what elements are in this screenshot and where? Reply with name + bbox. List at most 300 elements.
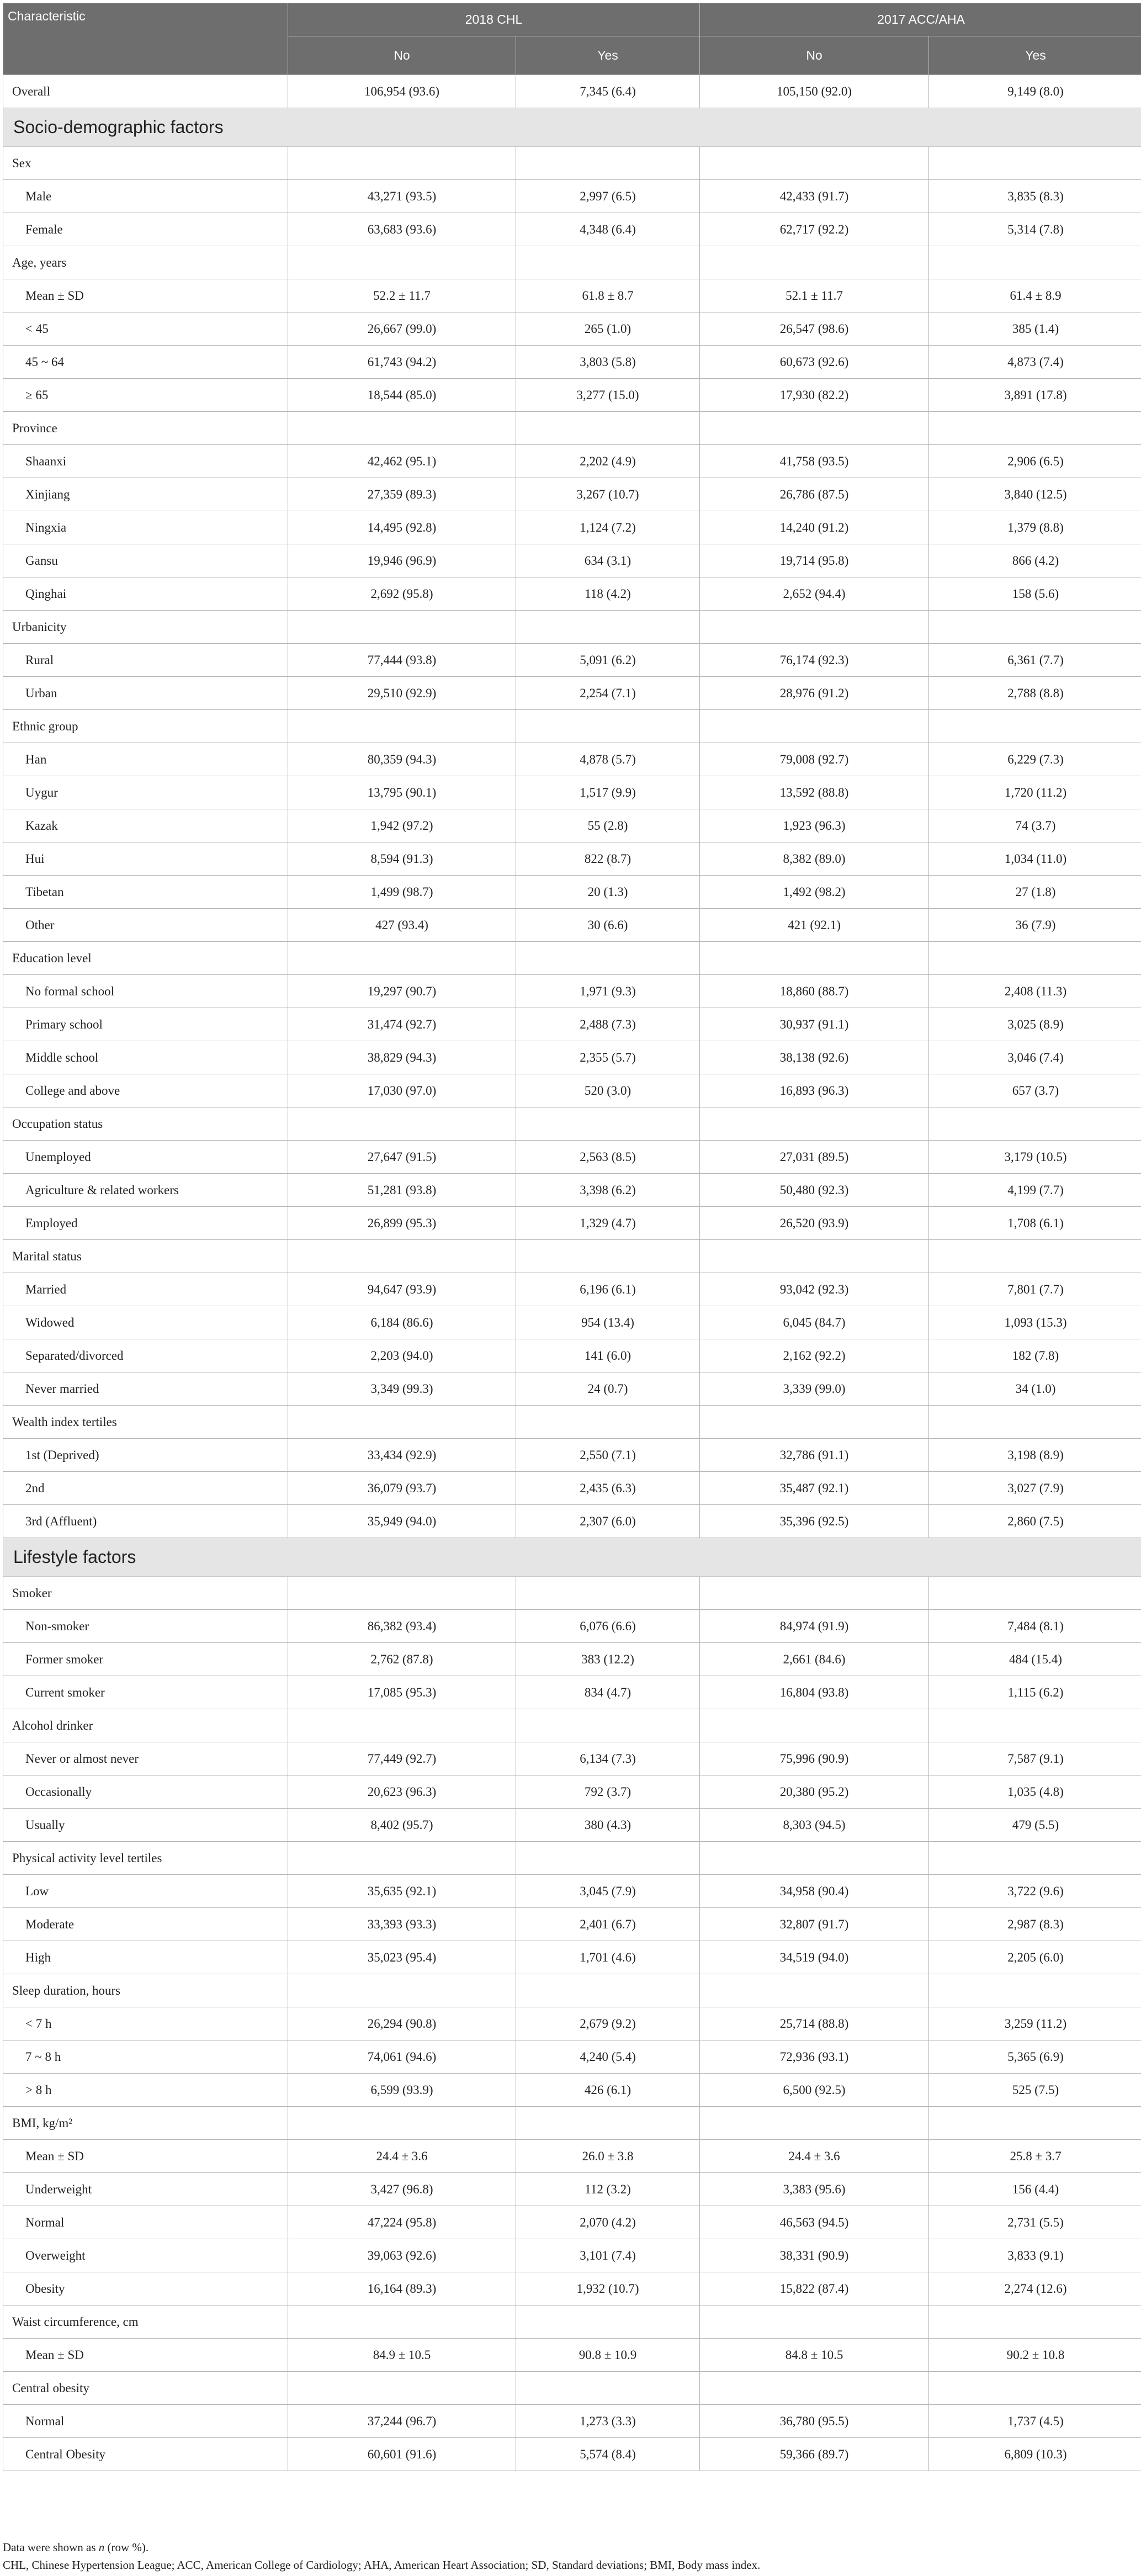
footnote-abbreviations: CHL, Chinese Hypertension League; ACC, American College of Cardiology; AHA, American Heart Association; SD, Standard deviations; BMI, Body mass index.: [3, 2558, 761, 2572]
table-row: [3, 1676, 1141, 1709]
empty-cell: [929, 1577, 1141, 1610]
row-label: High: [3, 1941, 288, 1974]
empty-cell: [516, 1406, 700, 1439]
cell-acc-aha-no: 27,031 (89.5): [700, 1141, 929, 1174]
cell-acc-aha-no: 18,860 (88.7): [700, 975, 929, 1008]
table-row: [3, 1372, 1141, 1406]
cell-chl-yes: 2,435 (6.3): [516, 1472, 700, 1505]
cell-chl-no: 8,594 (91.3): [288, 842, 516, 876]
cell-acc-aha-no: 105,150 (92.0): [700, 75, 929, 108]
cell-chl-no: 3,349 (99.3): [288, 1372, 516, 1406]
cell-chl-no: 19,946 (96.9): [288, 544, 516, 577]
row-label: Gansu: [3, 544, 288, 577]
row-label: Urban: [3, 677, 288, 710]
cell-chl-no: 26,667 (99.0): [288, 312, 516, 346]
cell-chl-yes: 7,345 (6.4): [516, 75, 700, 108]
cell-chl-yes: 426 (6.1): [516, 2074, 700, 2107]
cell-chl-no: 35,023 (95.4): [288, 1941, 516, 1974]
row-label: No formal school: [3, 975, 288, 1008]
category-row: [3, 1842, 1141, 1875]
cell-chl-yes: 954 (13.4): [516, 1306, 700, 1339]
category-label: Sleep duration, hours: [3, 1974, 288, 2007]
cell-acc-aha-no: 34,519 (94.0): [700, 1941, 929, 1974]
empty-cell: [288, 1406, 516, 1439]
table-row: [3, 1610, 1141, 1643]
cell-acc-aha-yes: 2,860 (7.5): [929, 1505, 1141, 1538]
cell-chl-no: 26,294 (90.8): [288, 2007, 516, 2040]
table-row: [3, 1174, 1141, 1207]
empty-cell: [516, 246, 700, 279]
cell-acc-aha-no: 1,923 (96.3): [700, 809, 929, 842]
row-label: 1st (Deprived): [3, 1439, 288, 1472]
table-row: [3, 2339, 1141, 2372]
empty-cell: [288, 412, 516, 445]
cell-chl-no: 106,954 (93.6): [288, 75, 516, 108]
cell-chl-yes: 2,202 (4.9): [516, 445, 700, 478]
table-row: [3, 776, 1141, 809]
row-label: 7 ~ 8 h: [3, 2040, 288, 2074]
cell-acc-aha-no: 2,652 (94.4): [700, 577, 929, 611]
cell-chl-yes: 1,273 (3.3): [516, 2405, 700, 2438]
table-row: [3, 1339, 1141, 1372]
table-row: [3, 2074, 1141, 2107]
cell-chl-no: 24.4 ± 3.6: [288, 2140, 516, 2173]
cell-chl-yes: 4,878 (5.7): [516, 743, 700, 776]
empty-cell: [929, 942, 1141, 975]
cell-chl-no: 18,544 (85.0): [288, 379, 516, 412]
cell-acc-aha-yes: 5,365 (6.9): [929, 2040, 1141, 2074]
table-footnotes: [3, 2538, 760, 2574]
cell-acc-aha-yes: 657 (3.7): [929, 1074, 1141, 1107]
row-label: Rural: [3, 644, 288, 677]
cell-chl-yes: 634 (3.1): [516, 544, 700, 577]
cell-chl-no: 80,359 (94.3): [288, 743, 516, 776]
table-row: [3, 1742, 1141, 1775]
row-label: Overweight: [3, 2239, 288, 2272]
cell-acc-aha-yes: 4,873 (7.4): [929, 346, 1141, 379]
empty-cell: [929, 147, 1141, 180]
empty-cell: [700, 147, 929, 180]
category-row: [3, 2372, 1141, 2405]
row-label: ≥ 65: [3, 379, 288, 412]
results-table-container: [3, 3, 1141, 2471]
results-table: [3, 3, 1141, 2471]
category-row: [3, 1240, 1141, 1273]
cell-chl-yes: 1,971 (9.3): [516, 975, 700, 1008]
cell-acc-aha-no: 13,592 (88.8): [700, 776, 929, 809]
cell-chl-no: 2,762 (87.8): [288, 1643, 516, 1676]
empty-cell: [516, 1709, 700, 1742]
cell-chl-no: 94,647 (93.9): [288, 1273, 516, 1306]
category-row: [3, 942, 1141, 975]
empty-cell: [288, 611, 516, 644]
cell-chl-yes: 792 (3.7): [516, 1775, 700, 1809]
empty-cell: [929, 1709, 1141, 1742]
cell-chl-yes: 118 (4.2): [516, 577, 700, 611]
row-label: Mean ± SD: [3, 279, 288, 312]
cell-chl-no: 27,359 (89.3): [288, 478, 516, 511]
cell-chl-no: 74,061 (94.6): [288, 2040, 516, 2074]
cell-acc-aha-yes: 1,034 (11.0): [929, 842, 1141, 876]
category-row: [3, 1974, 1141, 2007]
cell-chl-yes: 520 (3.0): [516, 1074, 700, 1107]
cell-acc-aha-no: 38,331 (90.9): [700, 2239, 929, 2272]
cell-acc-aha-yes: 866 (4.2): [929, 544, 1141, 577]
empty-cell: [288, 1240, 516, 1273]
row-label: Occasionally: [3, 1775, 288, 1809]
empty-cell: [929, 710, 1141, 743]
cell-chl-yes: 6,196 (6.1): [516, 1273, 700, 1306]
footnote-data-note: Data were shown as n (row %).: [3, 2541, 149, 2554]
row-label: Separated/divorced: [3, 1339, 288, 1372]
row-label: 2nd: [3, 1472, 288, 1505]
cell-acc-aha-yes: 74 (3.7): [929, 809, 1141, 842]
empty-cell: [516, 1240, 700, 1273]
cell-chl-yes: 1,329 (4.7): [516, 1207, 700, 1240]
cell-chl-yes: 6,076 (6.6): [516, 1610, 700, 1643]
empty-cell: [288, 147, 516, 180]
cell-acc-aha-no: 6,045 (84.7): [700, 1306, 929, 1339]
cell-acc-aha-no: 34,958 (90.4): [700, 1875, 929, 1908]
cell-chl-no: 27,647 (91.5): [288, 1141, 516, 1174]
row-label: Shaanxi: [3, 445, 288, 478]
cell-chl-no: 35,635 (92.1): [288, 1875, 516, 1908]
category-label: Marital status: [3, 1240, 288, 1273]
empty-cell: [288, 1107, 516, 1141]
cell-acc-aha-no: 1,492 (98.2): [700, 876, 929, 909]
category-row: [3, 1709, 1141, 1742]
table-row: [3, 1908, 1141, 1941]
cell-chl-yes: 4,348 (6.4): [516, 213, 700, 246]
category-label: Alcohol drinker: [3, 1709, 288, 1742]
row-label: Current smoker: [3, 1676, 288, 1709]
cell-chl-yes: 2,401 (6.7): [516, 1908, 700, 1941]
empty-cell: [929, 412, 1141, 445]
cell-chl-no: 2,203 (94.0): [288, 1339, 516, 1372]
empty-cell: [700, 2305, 929, 2339]
cell-chl-no: 61,743 (94.2): [288, 346, 516, 379]
cell-acc-aha-yes: 27 (1.8): [929, 876, 1141, 909]
empty-cell: [700, 2107, 929, 2140]
category-row: [3, 147, 1141, 180]
category-label: Physical activity level tertiles: [3, 1842, 288, 1875]
cell-acc-aha-yes: 7,801 (7.7): [929, 1273, 1141, 1306]
cell-chl-no: 51,281 (93.8): [288, 1174, 516, 1207]
column-header-acc-aha-yes: Yes: [929, 36, 1141, 75]
cell-acc-aha-no: 15,822 (87.4): [700, 2272, 929, 2305]
category-label: BMI, kg/m²: [3, 2107, 288, 2140]
category-label: Wealth index tertiles: [3, 1406, 288, 1439]
cell-acc-aha-yes: 7,484 (8.1): [929, 1610, 1141, 1643]
cell-acc-aha-yes: 2,408 (11.3): [929, 975, 1141, 1008]
cell-chl-yes: 3,101 (7.4): [516, 2239, 700, 2272]
row-label: Qinghai: [3, 577, 288, 611]
cell-acc-aha-no: 59,366 (89.7): [700, 2438, 929, 2471]
row-label: Other: [3, 909, 288, 942]
empty-cell: [288, 710, 516, 743]
cell-chl-no: 33,434 (92.9): [288, 1439, 516, 1472]
cell-chl-yes: 2,254 (7.1): [516, 677, 700, 710]
category-row: [3, 246, 1141, 279]
cell-chl-no: 2,692 (95.8): [288, 577, 516, 611]
row-label: Kazak: [3, 809, 288, 842]
row-label: Xinjiang: [3, 478, 288, 511]
cell-acc-aha-yes: 3,835 (8.3): [929, 180, 1141, 213]
empty-cell: [929, 2305, 1141, 2339]
table-row: [3, 2438, 1141, 2471]
empty-cell: [516, 412, 700, 445]
cell-chl-no: 427 (93.4): [288, 909, 516, 942]
cell-chl-no: 42,462 (95.1): [288, 445, 516, 478]
table-row: [3, 1207, 1141, 1240]
category-label: Education level: [3, 942, 288, 975]
empty-cell: [516, 2107, 700, 2140]
table-row: [3, 677, 1141, 710]
category-row: [3, 710, 1141, 743]
cell-chl-yes: 112 (3.2): [516, 2173, 700, 2206]
cell-acc-aha-yes: 158 (5.6): [929, 577, 1141, 611]
cell-acc-aha-no: 41,758 (93.5): [700, 445, 929, 478]
table-row: [3, 2405, 1141, 2438]
cell-chl-no: 29,510 (92.9): [288, 677, 516, 710]
table-row: [3, 1306, 1141, 1339]
table-row: [3, 909, 1141, 942]
cell-chl-no: 13,795 (90.1): [288, 776, 516, 809]
cell-chl-yes: 2,997 (6.5): [516, 180, 700, 213]
table-row: [3, 511, 1141, 544]
cell-chl-no: 1,499 (98.7): [288, 876, 516, 909]
section-label: Socio-demographic factors: [3, 108, 1141, 147]
cell-chl-no: 52.2 ± 11.7: [288, 279, 516, 312]
cell-acc-aha-yes: 1,115 (6.2): [929, 1676, 1141, 1709]
cell-chl-yes: 3,277 (15.0): [516, 379, 700, 412]
table-row: [3, 1809, 1141, 1842]
row-label: Obesity: [3, 2272, 288, 2305]
cell-acc-aha-yes: 5,314 (7.8): [929, 213, 1141, 246]
cell-chl-no: 16,164 (89.3): [288, 2272, 516, 2305]
empty-cell: [929, 1974, 1141, 2007]
cell-acc-aha-yes: 3,891 (17.8): [929, 379, 1141, 412]
row-label: College and above: [3, 1074, 288, 1107]
cell-acc-aha-no: 42,433 (91.7): [700, 180, 929, 213]
cell-acc-aha-no: 3,383 (95.6): [700, 2173, 929, 2206]
row-label: > 8 h: [3, 2074, 288, 2107]
empty-cell: [288, 246, 516, 279]
cell-acc-aha-no: 19,714 (95.8): [700, 544, 929, 577]
row-label: Primary school: [3, 1008, 288, 1041]
category-row: [3, 412, 1141, 445]
cell-acc-aha-yes: 4,199 (7.7): [929, 1174, 1141, 1207]
cell-acc-aha-no: 3,339 (99.0): [700, 1372, 929, 1406]
cell-acc-aha-no: 14,240 (91.2): [700, 511, 929, 544]
cell-acc-aha-no: 25,714 (88.8): [700, 2007, 929, 2040]
cell-acc-aha-yes: 90.2 ± 10.8: [929, 2339, 1141, 2372]
empty-cell: [288, 1577, 516, 1610]
table-header: [3, 3, 1141, 75]
cell-chl-no: 84.9 ± 10.5: [288, 2339, 516, 2372]
cell-chl-yes: 2,070 (4.2): [516, 2206, 700, 2239]
cell-acc-aha-no: 93,042 (92.3): [700, 1273, 929, 1306]
cell-acc-aha-no: 8,382 (89.0): [700, 842, 929, 876]
row-label: Unemployed: [3, 1141, 288, 1174]
cell-chl-yes: 26.0 ± 3.8: [516, 2140, 700, 2173]
empty-cell: [929, 1842, 1141, 1875]
section-header-row: [3, 1538, 1141, 1577]
cell-acc-aha-no: 24.4 ± 3.6: [700, 2140, 929, 2173]
cell-acc-aha-no: 26,520 (93.9): [700, 1207, 929, 1240]
cell-chl-no: 26,899 (95.3): [288, 1207, 516, 1240]
cell-acc-aha-yes: 1,093 (15.3): [929, 1306, 1141, 1339]
cell-acc-aha-no: 60,673 (92.6): [700, 346, 929, 379]
category-label: Urbanicity: [3, 611, 288, 644]
cell-acc-aha-yes: 3,179 (10.5): [929, 1141, 1141, 1174]
table-row: [3, 445, 1141, 478]
table-row: [3, 544, 1141, 577]
cell-chl-yes: 30 (6.6): [516, 909, 700, 942]
table-row: [3, 809, 1141, 842]
cell-acc-aha-no: 16,804 (93.8): [700, 1676, 929, 1709]
empty-cell: [700, 611, 929, 644]
table-row: [3, 75, 1141, 108]
empty-cell: [516, 611, 700, 644]
table-row: [3, 478, 1141, 511]
cell-acc-aha-no: 35,396 (92.5): [700, 1505, 929, 1538]
cell-acc-aha-no: 52.1 ± 11.7: [700, 279, 929, 312]
row-label: Mean ± SD: [3, 2140, 288, 2173]
row-label: Widowed: [3, 1306, 288, 1339]
cell-chl-yes: 2,488 (7.3): [516, 1008, 700, 1041]
cell-chl-no: 20,623 (96.3): [288, 1775, 516, 1809]
empty-cell: [700, 942, 929, 975]
category-label: Central obesity: [3, 2372, 288, 2405]
empty-cell: [929, 611, 1141, 644]
cell-chl-yes: 3,045 (7.9): [516, 1875, 700, 1908]
empty-cell: [700, 1842, 929, 1875]
category-label: Smoker: [3, 1577, 288, 1610]
cell-acc-aha-no: 28,976 (91.2): [700, 677, 929, 710]
cell-chl-yes: 822 (8.7): [516, 842, 700, 876]
cell-chl-yes: 3,398 (6.2): [516, 1174, 700, 1207]
cell-acc-aha-yes: 1,720 (11.2): [929, 776, 1141, 809]
cell-acc-aha-no: 72,936 (93.1): [700, 2040, 929, 2074]
cell-acc-aha-no: 8,303 (94.5): [700, 1809, 929, 1842]
cell-acc-aha-yes: 385 (1.4): [929, 312, 1141, 346]
empty-cell: [516, 147, 700, 180]
cell-acc-aha-yes: 525 (7.5): [929, 2074, 1141, 2107]
empty-cell: [929, 2372, 1141, 2405]
empty-cell: [288, 942, 516, 975]
row-label: Middle school: [3, 1041, 288, 1074]
table-row: [3, 2140, 1141, 2173]
cell-chl-yes: 2,307 (6.0): [516, 1505, 700, 1538]
table-row: [3, 279, 1141, 312]
row-label: Never married: [3, 1372, 288, 1406]
column-header-chl-no: No: [288, 36, 516, 75]
cell-acc-aha-yes: 3,025 (8.9): [929, 1008, 1141, 1041]
cell-acc-aha-yes: 25.8 ± 3.7: [929, 2140, 1141, 2173]
table-row: [3, 2007, 1141, 2040]
cell-acc-aha-no: 26,786 (87.5): [700, 478, 929, 511]
empty-cell: [288, 2305, 516, 2339]
row-label: Non-smoker: [3, 1610, 288, 1643]
category-label: Sex: [3, 147, 288, 180]
row-label: Ningxia: [3, 511, 288, 544]
row-label: Employed: [3, 1207, 288, 1240]
cell-acc-aha-no: 36,780 (95.5): [700, 2405, 929, 2438]
cell-acc-aha-yes: 2,788 (8.8): [929, 677, 1141, 710]
cell-acc-aha-yes: 9,149 (8.0): [929, 75, 1141, 108]
table-row: [3, 644, 1141, 677]
table-row: [3, 213, 1141, 246]
row-label: < 7 h: [3, 2007, 288, 2040]
cell-chl-yes: 6,134 (7.3): [516, 1742, 700, 1775]
table-row: [3, 1008, 1141, 1041]
empty-cell: [929, 1107, 1141, 1141]
table-row: [3, 346, 1141, 379]
cell-acc-aha-yes: 2,205 (6.0): [929, 1941, 1141, 1974]
category-row: [3, 2305, 1141, 2339]
table-body: [3, 75, 1141, 2471]
cell-acc-aha-no: 84.8 ± 10.5: [700, 2339, 929, 2372]
column-header-acc-aha-no: No: [700, 36, 929, 75]
table-row: [3, 2040, 1141, 2074]
row-label: Normal: [3, 2405, 288, 2438]
cell-acc-aha-yes: 182 (7.8): [929, 1339, 1141, 1372]
cell-chl-no: 47,224 (95.8): [288, 2206, 516, 2239]
cell-chl-no: 37,244 (96.7): [288, 2405, 516, 2438]
table-row: [3, 842, 1141, 876]
cell-chl-no: 35,949 (94.0): [288, 1505, 516, 1538]
cell-acc-aha-yes: 3,198 (8.9): [929, 1439, 1141, 1472]
empty-cell: [516, 1974, 700, 2007]
cell-chl-no: 17,085 (95.3): [288, 1676, 516, 1709]
cell-acc-aha-no: 35,487 (92.1): [700, 1472, 929, 1505]
category-row: [3, 1107, 1141, 1141]
table-row: [3, 1505, 1141, 1538]
cell-chl-yes: 1,701 (4.6): [516, 1941, 700, 1974]
cell-acc-aha-yes: 3,840 (12.5): [929, 478, 1141, 511]
cell-chl-yes: 265 (1.0): [516, 312, 700, 346]
cell-chl-no: 14,495 (92.8): [288, 511, 516, 544]
cell-chl-yes: 2,563 (8.5): [516, 1141, 700, 1174]
empty-cell: [288, 2107, 516, 2140]
row-label: Former smoker: [3, 1643, 288, 1676]
row-label: Normal: [3, 2206, 288, 2239]
category-label: Ethnic group: [3, 710, 288, 743]
empty-cell: [929, 2107, 1141, 2140]
empty-cell: [288, 1842, 516, 1875]
cell-acc-aha-yes: 3,046 (7.4): [929, 1041, 1141, 1074]
empty-cell: [288, 1709, 516, 1742]
table-row: [3, 1074, 1141, 1107]
cell-acc-aha-no: 20,380 (95.2): [700, 1775, 929, 1809]
table-row: [3, 975, 1141, 1008]
row-label: Overall: [3, 75, 288, 108]
table-row: [3, 1941, 1141, 1974]
empty-cell: [516, 1107, 700, 1141]
table-row: [3, 1141, 1141, 1174]
cell-acc-aha-no: 38,138 (92.6): [700, 1041, 929, 1074]
empty-cell: [516, 942, 700, 975]
cell-chl-yes: 1,932 (10.7): [516, 2272, 700, 2305]
cell-chl-yes: 3,267 (10.7): [516, 478, 700, 511]
table-row: [3, 1775, 1141, 1809]
cell-acc-aha-no: 6,500 (92.5): [700, 2074, 929, 2107]
cell-chl-no: 17,030 (97.0): [288, 1074, 516, 1107]
row-label: Married: [3, 1273, 288, 1306]
cell-chl-no: 3,427 (96.8): [288, 2173, 516, 2206]
cell-chl-no: 39,063 (92.6): [288, 2239, 516, 2272]
